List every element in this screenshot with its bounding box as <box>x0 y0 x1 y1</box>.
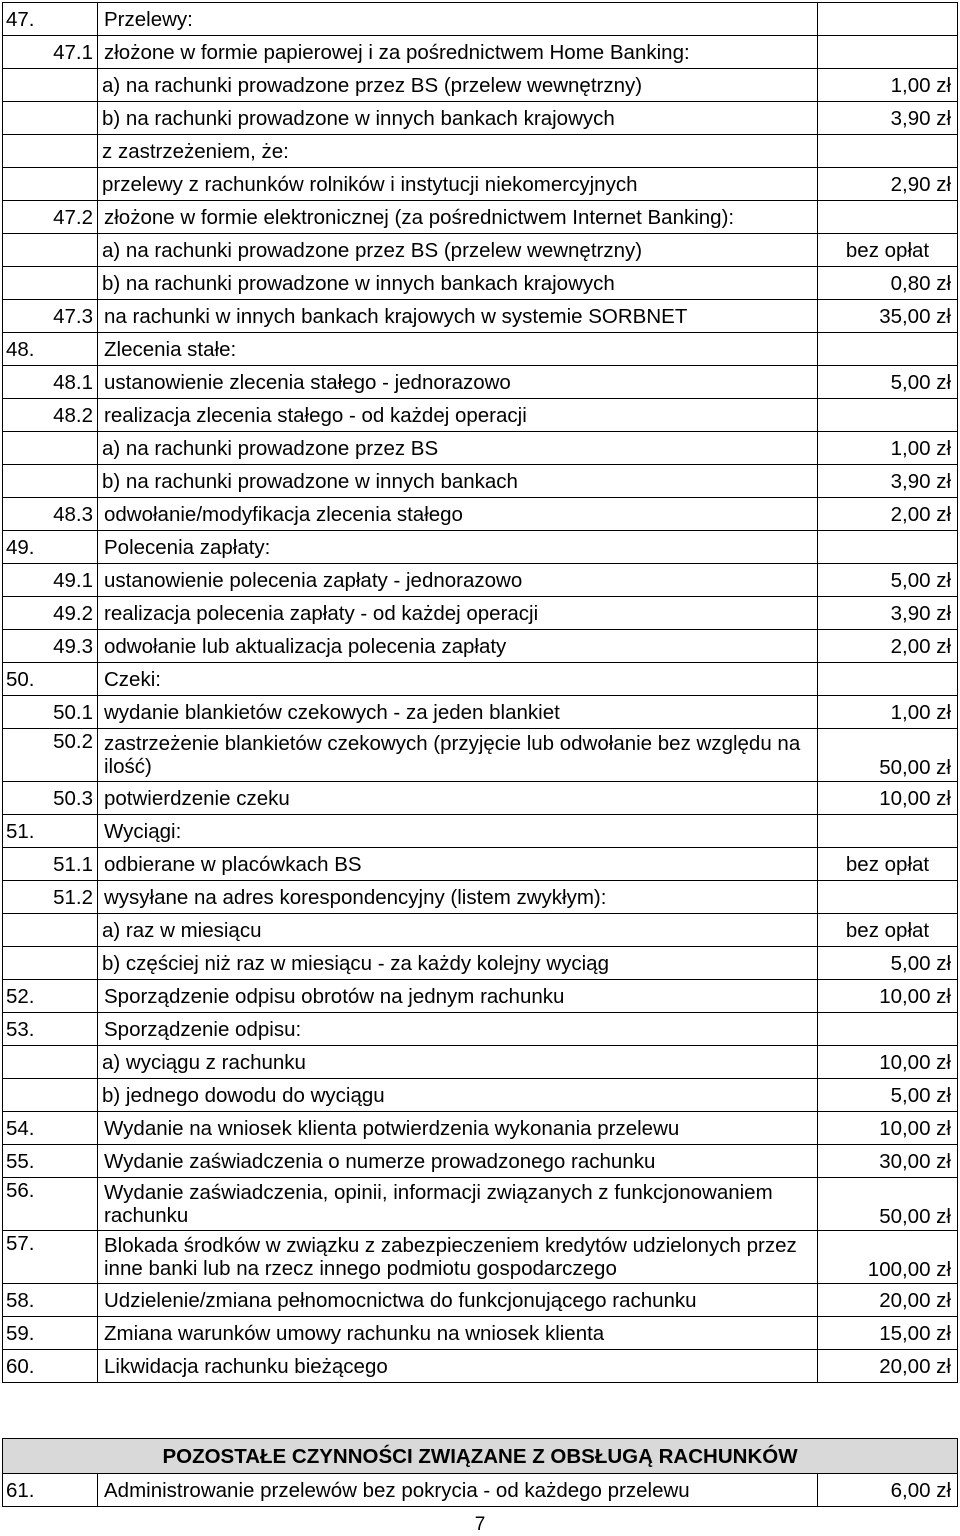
table-row <box>3 432 958 465</box>
row-description: Udzielenie/zmiana pełnomocnictwa do funkcjonującego rachunku <box>98 1284 818 1317</box>
row-amount: 0,80 zł <box>818 267 958 300</box>
table-row <box>3 1145 958 1178</box>
row-description: Zlecenia stałe: <box>98 333 818 366</box>
table-row <box>3 36 958 69</box>
row-number: 51.2 <box>3 881 98 914</box>
row-amount: 100,00 zł <box>818 1231 958 1284</box>
row-amount: 35,00 zł <box>818 300 958 333</box>
table-row <box>3 399 958 432</box>
row-amount: 15,00 zł <box>818 1317 958 1350</box>
row-description: Blokada środków w związku z zabezpieczeniem kredytów udzielonych przez inne banki lub na rzecz innego podmiotu gospodarczego <box>98 1231 818 1284</box>
row-number: 48.3 <box>3 498 98 531</box>
row-description: złożone w formie papierowej i za pośrednictwem Home Banking: <box>98 36 818 69</box>
table-row <box>3 135 958 168</box>
table-row <box>3 1079 958 1112</box>
row-amount: 2,90 zł <box>818 168 958 201</box>
row-amount: 1,00 zł <box>818 69 958 102</box>
row-number: 48.2 <box>3 399 98 432</box>
row-number: 50.2 <box>3 729 98 782</box>
row-number: 55. <box>3 1145 98 1178</box>
row-number: 59. <box>3 1317 98 1350</box>
table-row <box>3 1112 958 1145</box>
table-row <box>3 947 958 980</box>
row-number <box>3 914 98 947</box>
table-row <box>3 1231 958 1284</box>
row-number: 47.1 <box>3 36 98 69</box>
section-heading: POZOSTAŁE CZYNNOŚCI ZWIĄZANE Z OBSŁUGĄ RACHUNKÓW <box>3 1439 958 1474</box>
row-number: 49. <box>3 531 98 564</box>
row-number: 51.1 <box>3 848 98 881</box>
row-number: 49.1 <box>3 564 98 597</box>
row-amount: 30,00 zł <box>818 1145 958 1178</box>
row-description: Sporządzenie odpisu obrotów na jednym rachunku <box>98 980 818 1013</box>
table-row <box>3 1178 958 1231</box>
table-row <box>3 234 958 267</box>
table-row <box>3 1013 958 1046</box>
row-number: 56. <box>3 1178 98 1231</box>
row-amount: 5,00 zł <box>818 564 958 597</box>
table-row <box>3 696 958 729</box>
row-amount <box>818 881 958 914</box>
row-amount: 50,00 zł <box>818 729 958 782</box>
table-row <box>3 1317 958 1350</box>
fee-table-other-services <box>2 1438 958 1507</box>
row-description: realizacja zlecenia stałego - od każdej operacji <box>98 399 818 432</box>
row-number: 47.2 <box>3 201 98 234</box>
table-row <box>3 980 958 1013</box>
row-amount: 5,00 zł <box>818 366 958 399</box>
row-description: na rachunki w innych bankach krajowych w systemie SORBNET <box>98 300 818 333</box>
row-amount: 20,00 zł <box>818 1350 958 1383</box>
row-amount: 3,90 zł <box>818 465 958 498</box>
row-description: b) na rachunki prowadzone w innych bankach krajowych <box>98 267 818 300</box>
row-description: b) jednego dowodu do wyciągu <box>98 1079 818 1112</box>
table-row <box>3 848 958 881</box>
row-amount: 3,90 zł <box>818 597 958 630</box>
table-row <box>3 815 958 848</box>
row-number <box>3 69 98 102</box>
row-number: 58. <box>3 1284 98 1317</box>
page-number: 7 <box>474 1514 486 1535</box>
row-amount <box>818 135 958 168</box>
row-amount: bez opłat <box>818 234 958 267</box>
row-amount: 10,00 zł <box>818 980 958 1013</box>
row-number <box>3 234 98 267</box>
row-number <box>3 1079 98 1112</box>
table-row <box>3 102 958 135</box>
row-description: b) częściej niż raz w miesiącu - za każdy kolejny wyciąg <box>98 947 818 980</box>
row-number: 50.3 <box>3 782 98 815</box>
table-row <box>3 1350 958 1383</box>
row-description: b) na rachunki prowadzone w innych bankach krajowych <box>98 102 818 135</box>
row-description: wysyłane na adres korespondencyjny (listem zwykłym): <box>98 881 818 914</box>
row-number: 52. <box>3 980 98 1013</box>
table-row <box>3 1474 958 1507</box>
table-row <box>3 168 958 201</box>
row-number <box>3 432 98 465</box>
table-row <box>3 597 958 630</box>
row-description: Administrowanie przelewów bez pokrycia - od każdego przelewu <box>98 1474 818 1507</box>
table-row <box>3 630 958 663</box>
row-number <box>3 947 98 980</box>
row-amount <box>818 399 958 432</box>
row-amount: 10,00 zł <box>818 1112 958 1145</box>
row-description: Likwidacja rachunku bieżącego <box>98 1350 818 1383</box>
row-description: odwołanie lub aktualizacja polecenia zapłaty <box>98 630 818 663</box>
table-row <box>3 333 958 366</box>
table-row <box>3 531 958 564</box>
row-description: Wydanie zaświadczenia, opinii, informacji związanych z funkcjonowaniem rachunku <box>98 1178 818 1231</box>
row-number: 48.1 <box>3 366 98 399</box>
row-amount <box>818 531 958 564</box>
fee-table <box>2 2 958 1383</box>
table-row <box>3 914 958 947</box>
row-number <box>3 135 98 168</box>
row-number <box>3 102 98 135</box>
row-description: Polecenia zapłaty: <box>98 531 818 564</box>
row-number: 61. <box>3 1474 98 1507</box>
row-number <box>3 168 98 201</box>
table-row <box>3 498 958 531</box>
row-description: wydanie blankietów czekowych - za jeden blankiet <box>98 696 818 729</box>
row-number: 47. <box>3 3 98 36</box>
row-description: Wyciągi: <box>98 815 818 848</box>
row-amount: 2,00 zł <box>818 630 958 663</box>
row-number: 54. <box>3 1112 98 1145</box>
row-amount: 10,00 zł <box>818 1046 958 1079</box>
row-amount <box>818 3 958 36</box>
row-description: realizacja polecenia zapłaty - od każdej operacji <box>98 597 818 630</box>
row-amount: 1,00 zł <box>818 432 958 465</box>
table-row <box>3 663 958 696</box>
row-amount: 50,00 zł <box>818 1178 958 1231</box>
row-number: 49.3 <box>3 630 98 663</box>
row-amount <box>818 201 958 234</box>
row-description: złożone w formie elektronicznej (za pośrednictwem Internet Banking): <box>98 201 818 234</box>
row-description: zastrzeżenie blankietów czekowych (przyjęcie lub odwołanie bez względu na ilość) <box>98 729 818 782</box>
row-number: 60. <box>3 1350 98 1383</box>
row-description: potwierdzenie czeku <box>98 782 818 815</box>
table-row <box>3 1046 958 1079</box>
row-amount: bez opłat <box>818 848 958 881</box>
row-number: 48. <box>3 333 98 366</box>
row-number: 57. <box>3 1231 98 1284</box>
row-amount <box>818 333 958 366</box>
table-row <box>3 881 958 914</box>
table-row <box>3 3 958 36</box>
row-description: Przelewy: <box>98 3 818 36</box>
row-number <box>3 465 98 498</box>
row-number: 53. <box>3 1013 98 1046</box>
row-amount: bez opłat <box>818 914 958 947</box>
row-amount: 20,00 zł <box>818 1284 958 1317</box>
row-description: z zastrzeżeniem, że: <box>98 135 818 168</box>
row-number: 47.3 <box>3 300 98 333</box>
table-row <box>3 782 958 815</box>
row-amount: 5,00 zł <box>818 947 958 980</box>
row-amount <box>818 663 958 696</box>
row-amount <box>818 815 958 848</box>
row-description: a) wyciągu z rachunku <box>98 1046 818 1079</box>
row-description: Zmiana warunków umowy rachunku na wniosek klienta <box>98 1317 818 1350</box>
table-row <box>3 267 958 300</box>
row-description: przelewy z rachunków rolników i instytucji niekomercyjnych <box>98 168 818 201</box>
row-description: a) raz w miesiącu <box>98 914 818 947</box>
row-number: 50.1 <box>3 696 98 729</box>
row-description: Czeki: <box>98 663 818 696</box>
row-description: odbierane w placówkach BS <box>98 848 818 881</box>
row-amount <box>818 36 958 69</box>
row-number <box>3 1046 98 1079</box>
row-description: a) na rachunki prowadzone przez BS (przelew wewnętrzny) <box>98 69 818 102</box>
row-description: Sporządzenie odpisu: <box>98 1013 818 1046</box>
row-number: 49.2 <box>3 597 98 630</box>
table-row <box>3 69 958 102</box>
row-description: a) na rachunki prowadzone przez BS <box>98 432 818 465</box>
row-amount: 1,00 zł <box>818 696 958 729</box>
row-amount: 2,00 zł <box>818 498 958 531</box>
row-description: odwołanie/modyfikacja zlecenia stałego <box>98 498 818 531</box>
row-number: 51. <box>3 815 98 848</box>
table-row <box>3 729 958 782</box>
row-number: 50. <box>3 663 98 696</box>
table-row <box>3 564 958 597</box>
row-amount: 5,00 zł <box>818 1079 958 1112</box>
table-row <box>3 366 958 399</box>
table-row <box>3 201 958 234</box>
table-row <box>3 1284 958 1317</box>
row-description: a) na rachunki prowadzone przez BS (przelew wewnętrzny) <box>98 234 818 267</box>
row-number <box>3 267 98 300</box>
row-amount: 6,00 zł <box>818 1474 958 1507</box>
table-row <box>3 300 958 333</box>
table-row <box>3 465 958 498</box>
row-description: ustanowienie polecenia zapłaty - jednorazowo <box>98 564 818 597</box>
row-description: Wydanie na wniosek klienta potwierdzenia wykonania przelewu <box>98 1112 818 1145</box>
row-description: b) na rachunki prowadzone w innych bankach <box>98 465 818 498</box>
row-description: ustanowienie zlecenia stałego - jednorazowo <box>98 366 818 399</box>
row-amount: 3,90 zł <box>818 102 958 135</box>
row-description: Wydanie zaświadczenia o numerze prowadzonego rachunku <box>98 1145 818 1178</box>
row-amount <box>818 1013 958 1046</box>
row-amount: 10,00 zł <box>818 782 958 815</box>
